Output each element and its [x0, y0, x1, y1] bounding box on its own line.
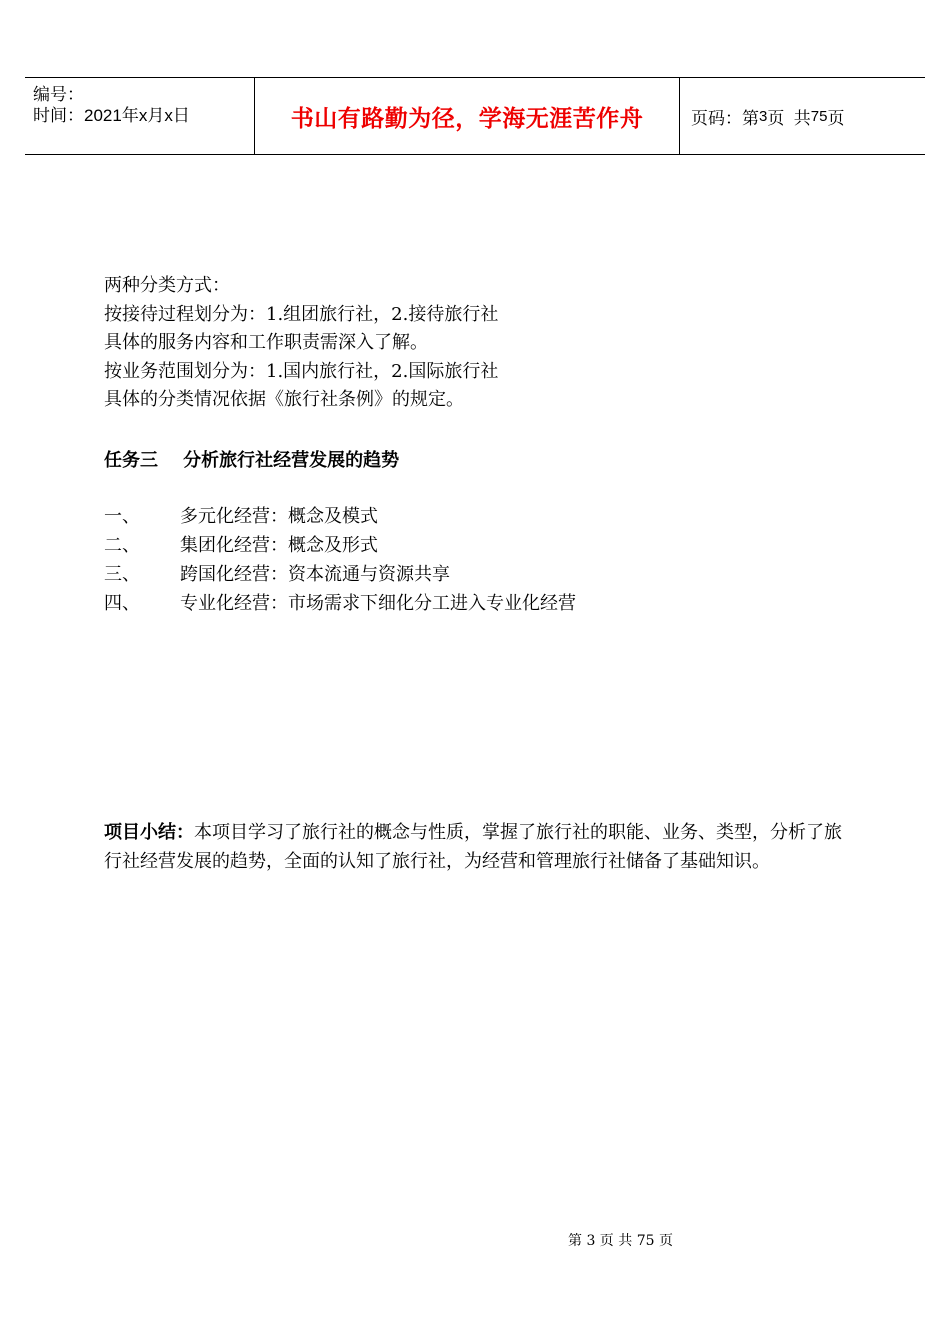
header-page-info	[680, 78, 925, 154]
header-meta	[25, 78, 254, 154]
task-heading: 任务三 分析旅行社经营发展的趋势	[104, 450, 400, 471]
summary-text: 本项目学习了旅行社的概念与性质，掌握了旅行社的职能、业务、类型，分析了旅行社经营发展的趋势，全面的认知了旅行社，为经营和管理旅行社储备了基础知识。	[104, 822, 842, 872]
list-item-text: 跨国化经营：资本流通与资源共享	[180, 564, 450, 585]
list-item	[104, 531, 576, 560]
list-item	[104, 560, 576, 589]
page-current: 3	[759, 107, 768, 125]
list-item-text: 集团化经营：概念及形式	[180, 535, 378, 556]
document-time: 时间：2021年x月x日	[33, 106, 190, 125]
list-item	[104, 502, 576, 531]
classification-line: 具体的服务内容和工作职责需深入了解。	[104, 332, 428, 353]
list-item-text: 专业化经营：市场需求下细化分工进入专业化经营	[180, 593, 576, 614]
document-number-label: 编号：	[33, 85, 84, 104]
page-mid: 页 共	[767, 108, 811, 128]
classification-line: 两种分类方式：	[104, 275, 230, 296]
classification-line: 具体的分类情况依据《旅行社条例》的规定。	[104, 389, 464, 410]
task-list	[104, 502, 576, 618]
list-item-number: 四、	[104, 593, 140, 614]
page-suffix: 页	[827, 108, 845, 128]
page-header	[25, 77, 925, 155]
summary-label: 项目小结：	[104, 822, 194, 843]
list-item-text: 多元化经营：概念及模式	[180, 506, 378, 527]
page-total: 75	[810, 107, 828, 125]
page-prefix: 页码：第	[691, 108, 759, 128]
list-item-number: 二、	[104, 535, 140, 556]
classification-line: 按业务范围划分为：1.国内旅行社，2.国际旅行社	[104, 360, 499, 382]
classification-section	[104, 272, 498, 415]
project-summary	[104, 818, 854, 876]
list-item	[104, 589, 576, 618]
header-motto: 书山有路勤为径，学海无涯苦作舟	[254, 78, 680, 154]
page-footer: 第 3 页 共 75 页	[568, 1233, 673, 1249]
list-item-number: 三、	[104, 564, 140, 585]
classification-line: 按接待过程划分为：1.组团旅行社，2.接待旅行社	[104, 303, 499, 325]
list-item-number: 一、	[104, 506, 140, 527]
